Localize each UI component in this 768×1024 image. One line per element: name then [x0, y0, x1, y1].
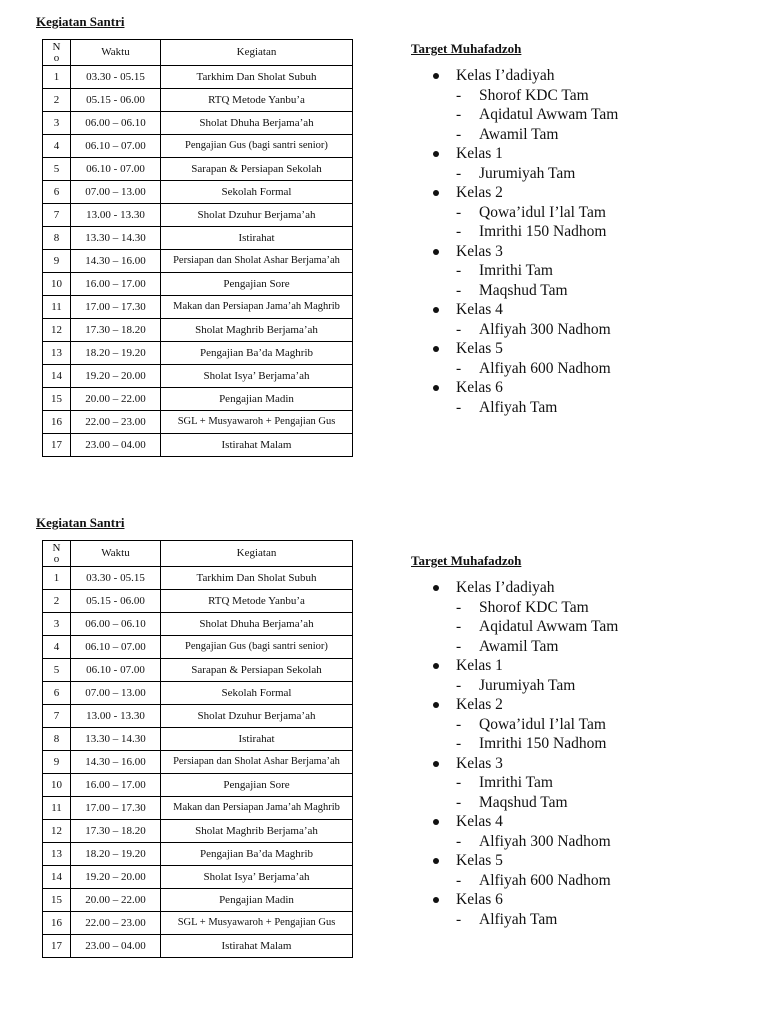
bullet-icon [433, 346, 439, 352]
book-list [456, 320, 618, 340]
table-header-row [43, 541, 353, 567]
book-item [456, 281, 618, 301]
row-no: 2 [43, 590, 71, 613]
dash-icon: - [456, 398, 462, 416]
kelas-item [430, 300, 618, 339]
kelas-name: Kelas 5 [456, 852, 503, 869]
kelas-item [430, 656, 618, 695]
row-no: 6 [43, 682, 71, 705]
schedule-table [42, 39, 353, 457]
dash-icon: - [456, 262, 462, 279]
row-waktu: 06.10 – 07.00 [71, 636, 161, 659]
row-waktu: 06.10 – 07.00 [71, 135, 161, 158]
dash-icon: - [456, 106, 462, 123]
row-no: 1 [43, 567, 71, 590]
table-row [43, 843, 353, 866]
row-no: 14 [43, 365, 71, 388]
book-item [456, 164, 618, 184]
table-row [43, 567, 353, 590]
table-row [43, 774, 353, 797]
schedule-rows [43, 567, 353, 958]
book-item [456, 359, 618, 379]
row-waktu: 19.20 – 20.00 [71, 866, 161, 889]
kelas-name: Kelas 2 [456, 696, 503, 713]
book-list [456, 676, 618, 696]
row-kegiatan: Tarkhim Dan Sholat Subuh [161, 567, 353, 590]
row-waktu: 13.30 – 14.30 [71, 227, 161, 250]
bullet-icon [433, 249, 439, 255]
dash-icon: - [456, 637, 462, 655]
row-no: 10 [43, 774, 71, 797]
book-name: Imrithi 150 Nadhom [479, 735, 607, 752]
book-item [456, 773, 618, 793]
kelas-item [430, 578, 618, 656]
book-name: Imrithi 150 Nadhom [479, 223, 607, 240]
bullet-icon [433, 702, 439, 708]
book-name: Maqshud Tam [479, 793, 568, 811]
row-no: 17 [43, 935, 71, 958]
kelas-name: Kelas 6 [456, 379, 503, 396]
table-row [43, 659, 353, 682]
book-item [456, 676, 618, 696]
row-waktu: 03.30 - 05.15 [71, 66, 161, 89]
row-no: 8 [43, 728, 71, 751]
row-no: 13 [43, 342, 71, 365]
book-list [456, 86, 618, 145]
row-no: 4 [43, 135, 71, 158]
dash-icon: - [456, 203, 462, 221]
dash-icon: - [456, 793, 462, 811]
row-kegiatan: Sholat Maghrib Berjama’ah [161, 319, 353, 342]
row-waktu: 23.00 – 04.00 [71, 434, 161, 457]
row-kegiatan: Pengajian Sore [161, 273, 353, 296]
table-row [43, 181, 353, 204]
book-list [456, 598, 618, 657]
dash-icon: - [456, 125, 462, 143]
row-kegiatan: Sholat Maghrib Berjama’ah [161, 820, 353, 843]
header-waktu: Waktu [71, 541, 161, 567]
table-row [43, 912, 353, 935]
kelas-name: Kelas 5 [456, 340, 503, 357]
table-header-row [43, 40, 353, 66]
table-row [43, 935, 353, 958]
row-kegiatan: Sholat Dzuhur Berjama’ah [161, 705, 353, 728]
table-row [43, 319, 353, 342]
book-list [456, 910, 618, 930]
book-name: Imrithi Tam [479, 774, 553, 791]
book-item [456, 261, 618, 281]
book-item [456, 910, 618, 930]
row-kegiatan: Persiapan dan Sholat Ashar Berjama’ah [161, 250, 353, 273]
dash-icon: - [456, 735, 462, 752]
kelas-item [430, 812, 618, 851]
table-row [43, 66, 353, 89]
row-no: 15 [43, 889, 71, 912]
row-waktu: 06.00 – 06.10 [71, 112, 161, 135]
table-row [43, 411, 353, 434]
row-kegiatan: Istirahat Malam [161, 434, 353, 457]
table-row [43, 365, 353, 388]
row-waktu: 23.00 – 04.00 [71, 935, 161, 958]
row-no: 2 [43, 89, 71, 112]
table-row [43, 590, 353, 613]
row-kegiatan: Makan dan Persiapan Jama’ah Maghrib [161, 296, 353, 319]
block-title: Kegiatan Santri [36, 515, 125, 530]
kelas-name: Kelas 4 [456, 813, 503, 830]
row-kegiatan: Sholat Isya’ Berjama’ah [161, 365, 353, 388]
bullet-icon [433, 819, 439, 825]
book-item [456, 125, 618, 145]
book-item [456, 105, 618, 125]
book-name: Awamil Tam [479, 637, 559, 655]
row-waktu: 18.20 – 19.20 [71, 342, 161, 365]
kelas-item [430, 378, 618, 417]
row-kegiatan: Sholat Dhuha Berjama’ah [161, 613, 353, 636]
book-name: Shorof KDC Tam [479, 598, 589, 616]
row-no: 15 [43, 388, 71, 411]
book-item [456, 598, 618, 618]
kelas-name: Kelas 4 [456, 301, 503, 318]
kelas-name: Kelas I’dadiyah [456, 579, 555, 596]
bullet-icon [433, 858, 439, 864]
row-waktu: 16.00 – 17.00 [71, 273, 161, 296]
kelas-item [430, 66, 618, 144]
bullet-icon [433, 761, 439, 767]
book-item [456, 320, 618, 340]
row-kegiatan: Sarapan & Persiapan Sekolah [161, 158, 353, 181]
row-waktu: 17.00 – 17.30 [71, 797, 161, 820]
row-kegiatan: Pengajian Gus (bagi santri senior) [161, 636, 353, 659]
row-waktu: 06.10 - 07.00 [71, 659, 161, 682]
row-no: 10 [43, 273, 71, 296]
book-name: Alfiyah Tam [479, 398, 558, 416]
row-waktu: 13.00 - 13.30 [71, 204, 161, 227]
row-kegiatan: Istirahat [161, 227, 353, 250]
header-no: No [43, 541, 71, 567]
table-row [43, 89, 353, 112]
kelas-name: Kelas I’dadiyah [456, 67, 555, 84]
row-waktu: 17.00 – 17.30 [71, 296, 161, 319]
row-no: 7 [43, 705, 71, 728]
header-kegiatan: Kegiatan [161, 40, 353, 66]
row-waktu: 22.00 – 23.00 [71, 912, 161, 935]
row-kegiatan: Sekolah Formal [161, 682, 353, 705]
table-row [43, 342, 353, 365]
row-no: 13 [43, 843, 71, 866]
table-row [43, 112, 353, 135]
row-waktu: 07.00 – 13.00 [71, 181, 161, 204]
book-item [456, 734, 618, 754]
kelas-item [430, 339, 618, 378]
kelas-name: Kelas 1 [456, 657, 503, 674]
table-row [43, 820, 353, 843]
book-item [456, 715, 618, 735]
row-waktu: 22.00 – 23.00 [71, 411, 161, 434]
book-list [456, 398, 618, 418]
dash-icon: - [456, 164, 462, 182]
row-waktu: 19.20 – 20.00 [71, 365, 161, 388]
row-kegiatan: Pengajian Madin [161, 388, 353, 411]
table-row [43, 250, 353, 273]
row-no: 12 [43, 319, 71, 342]
book-name: Jurumiyah Tam [479, 676, 576, 694]
row-kegiatan: Sholat Isya’ Berjama’ah [161, 866, 353, 889]
book-item [456, 832, 618, 852]
row-kegiatan: Sholat Dzuhur Berjama’ah [161, 204, 353, 227]
row-kegiatan: Persiapan dan Sholat Ashar Berjama’ah [161, 751, 353, 774]
row-no: 11 [43, 296, 71, 319]
row-no: 1 [43, 66, 71, 89]
kelas-item [430, 851, 618, 890]
row-kegiatan: Pengajian Sore [161, 774, 353, 797]
book-name: Shorof KDC Tam [479, 86, 589, 104]
book-list [456, 164, 618, 184]
row-no: 8 [43, 227, 71, 250]
target-list [430, 66, 618, 417]
dash-icon: - [456, 320, 462, 338]
table-row [43, 728, 353, 751]
row-no: 7 [43, 204, 71, 227]
table-row [43, 204, 353, 227]
dash-icon: - [456, 281, 462, 299]
table-row [43, 705, 353, 728]
row-kegiatan: Makan dan Persiapan Jama’ah Maghrib [161, 797, 353, 820]
kelas-item [430, 754, 618, 813]
dash-icon: - [456, 86, 462, 104]
row-waktu: 16.00 – 17.00 [71, 774, 161, 797]
table-row [43, 296, 353, 319]
book-name: Alfiyah 300 Nadhom [479, 320, 611, 338]
table-row [43, 797, 353, 820]
book-name: Alfiyah 600 Nadhom [479, 871, 611, 889]
kelas-item [430, 890, 618, 929]
row-kegiatan: Istirahat Malam [161, 935, 353, 958]
book-name: Imrithi Tam [479, 262, 553, 279]
book-item [456, 637, 618, 657]
schedule-rows [43, 66, 353, 457]
dash-icon: - [456, 359, 462, 377]
dash-icon: - [456, 598, 462, 616]
book-list [456, 832, 618, 852]
book-list [456, 715, 618, 754]
table-row [43, 613, 353, 636]
header-kegiatan: Kegiatan [161, 541, 353, 567]
dash-icon: - [456, 832, 462, 850]
row-waktu: 13.30 – 14.30 [71, 728, 161, 751]
row-kegiatan: Pengajian Madin [161, 889, 353, 912]
book-name: Aqidatul Awwam Tam [479, 618, 619, 635]
row-no: 3 [43, 112, 71, 135]
bullet-icon [433, 307, 439, 313]
row-waktu: 17.30 – 18.20 [71, 820, 161, 843]
target-title: Target Muhafadzoh [411, 553, 522, 568]
row-no: 12 [43, 820, 71, 843]
row-no: 11 [43, 797, 71, 820]
row-no: 6 [43, 181, 71, 204]
kelas-item [430, 183, 618, 242]
row-kegiatan: RTQ Metode Yanbu’a [161, 89, 353, 112]
table-row [43, 227, 353, 250]
row-no: 3 [43, 613, 71, 636]
row-kegiatan: RTQ Metode Yanbu’a [161, 590, 353, 613]
book-name: Maqshud Tam [479, 281, 568, 299]
table-row [43, 388, 353, 411]
row-no: 9 [43, 751, 71, 774]
row-waktu: 05.15 - 06.00 [71, 89, 161, 112]
bullet-icon [433, 385, 439, 391]
book-name: Aqidatul Awwam Tam [479, 106, 619, 123]
row-waktu: 06.10 - 07.00 [71, 158, 161, 181]
book-list [456, 203, 618, 242]
book-name: Alfiyah 300 Nadhom [479, 832, 611, 850]
dash-icon: - [456, 618, 462, 635]
row-waktu: 14.30 – 16.00 [71, 250, 161, 273]
table-row [43, 866, 353, 889]
book-item [456, 86, 618, 106]
table-row [43, 751, 353, 774]
row-waktu: 20.00 – 22.00 [71, 388, 161, 411]
schedule-table [42, 540, 353, 958]
book-list [456, 261, 618, 300]
row-no: 16 [43, 912, 71, 935]
row-no: 16 [43, 411, 71, 434]
book-name: Alfiyah 600 Nadhom [479, 359, 611, 377]
schedule-block-2 [0, 501, 768, 1001]
book-item [456, 203, 618, 223]
row-no: 9 [43, 250, 71, 273]
table-row [43, 636, 353, 659]
bullet-icon [433, 151, 439, 157]
book-list [456, 773, 618, 812]
book-item [456, 617, 618, 637]
target-title: Target Muhafadzoh [411, 41, 522, 56]
row-waktu: 06.00 – 06.10 [71, 613, 161, 636]
book-name: Qowa’idul I’lal Tam [479, 715, 606, 733]
row-no: 5 [43, 158, 71, 181]
row-kegiatan: Tarkhim Dan Sholat Subuh [161, 66, 353, 89]
kelas-item [430, 242, 618, 301]
book-item [456, 398, 618, 418]
kelas-item [430, 695, 618, 754]
table-row [43, 682, 353, 705]
dash-icon: - [456, 676, 462, 694]
row-waktu: 03.30 - 05.15 [71, 567, 161, 590]
bullet-icon [433, 897, 439, 903]
book-name: Qowa’idul I’lal Tam [479, 203, 606, 221]
dash-icon: - [456, 910, 462, 928]
row-kegiatan: Pengajian Gus (bagi santri senior) [161, 135, 353, 158]
schedule-block-1 [0, 0, 768, 500]
bullet-icon [433, 190, 439, 196]
dash-icon: - [456, 871, 462, 889]
bullet-icon [433, 585, 439, 591]
table-row [43, 135, 353, 158]
book-name: Alfiyah Tam [479, 910, 558, 928]
bullet-icon [433, 73, 439, 79]
book-item [456, 871, 618, 891]
row-kegiatan: Istirahat [161, 728, 353, 751]
row-waktu: 17.30 – 18.20 [71, 319, 161, 342]
row-kegiatan: SGL + Musyawaroh + Pengajian Gus [161, 912, 353, 935]
book-item [456, 793, 618, 813]
row-kegiatan: Sarapan & Persiapan Sekolah [161, 659, 353, 682]
row-kegiatan: Sekolah Formal [161, 181, 353, 204]
kelas-name: Kelas 6 [456, 891, 503, 908]
block-title: Kegiatan Santri [36, 14, 125, 29]
bullet-icon [433, 663, 439, 669]
kelas-name: Kelas 2 [456, 184, 503, 201]
table-row [43, 889, 353, 912]
book-item [456, 222, 618, 242]
row-kegiatan: Sholat Dhuha Berjama’ah [161, 112, 353, 135]
table-row [43, 273, 353, 296]
row-waktu: 05.15 - 06.00 [71, 590, 161, 613]
dash-icon: - [456, 223, 462, 240]
row-kegiatan: Pengajian Ba’da Maghrib [161, 342, 353, 365]
book-list [456, 871, 618, 891]
row-kegiatan: SGL + Musyawaroh + Pengajian Gus [161, 411, 353, 434]
row-waktu: 14.30 – 16.00 [71, 751, 161, 774]
row-waktu: 18.20 – 19.20 [71, 843, 161, 866]
kelas-name: Kelas 3 [456, 754, 503, 772]
dash-icon: - [456, 715, 462, 733]
row-kegiatan: Pengajian Ba’da Maghrib [161, 843, 353, 866]
kelas-item [430, 144, 618, 183]
table-row [43, 434, 353, 457]
row-no: 14 [43, 866, 71, 889]
header-waktu: Waktu [71, 40, 161, 66]
row-no: 5 [43, 659, 71, 682]
kelas-name: Kelas 3 [456, 242, 503, 260]
target-list [430, 578, 618, 929]
row-no: 17 [43, 434, 71, 457]
kelas-name: Kelas 1 [456, 145, 503, 162]
dash-icon: - [456, 774, 462, 791]
row-waktu: 07.00 – 13.00 [71, 682, 161, 705]
book-name: Jurumiyah Tam [479, 164, 576, 182]
book-list [456, 359, 618, 379]
table-row [43, 158, 353, 181]
row-no: 4 [43, 636, 71, 659]
row-waktu: 13.00 - 13.30 [71, 705, 161, 728]
book-name: Awamil Tam [479, 125, 559, 143]
row-waktu: 20.00 – 22.00 [71, 889, 161, 912]
header-no: No [43, 40, 71, 66]
